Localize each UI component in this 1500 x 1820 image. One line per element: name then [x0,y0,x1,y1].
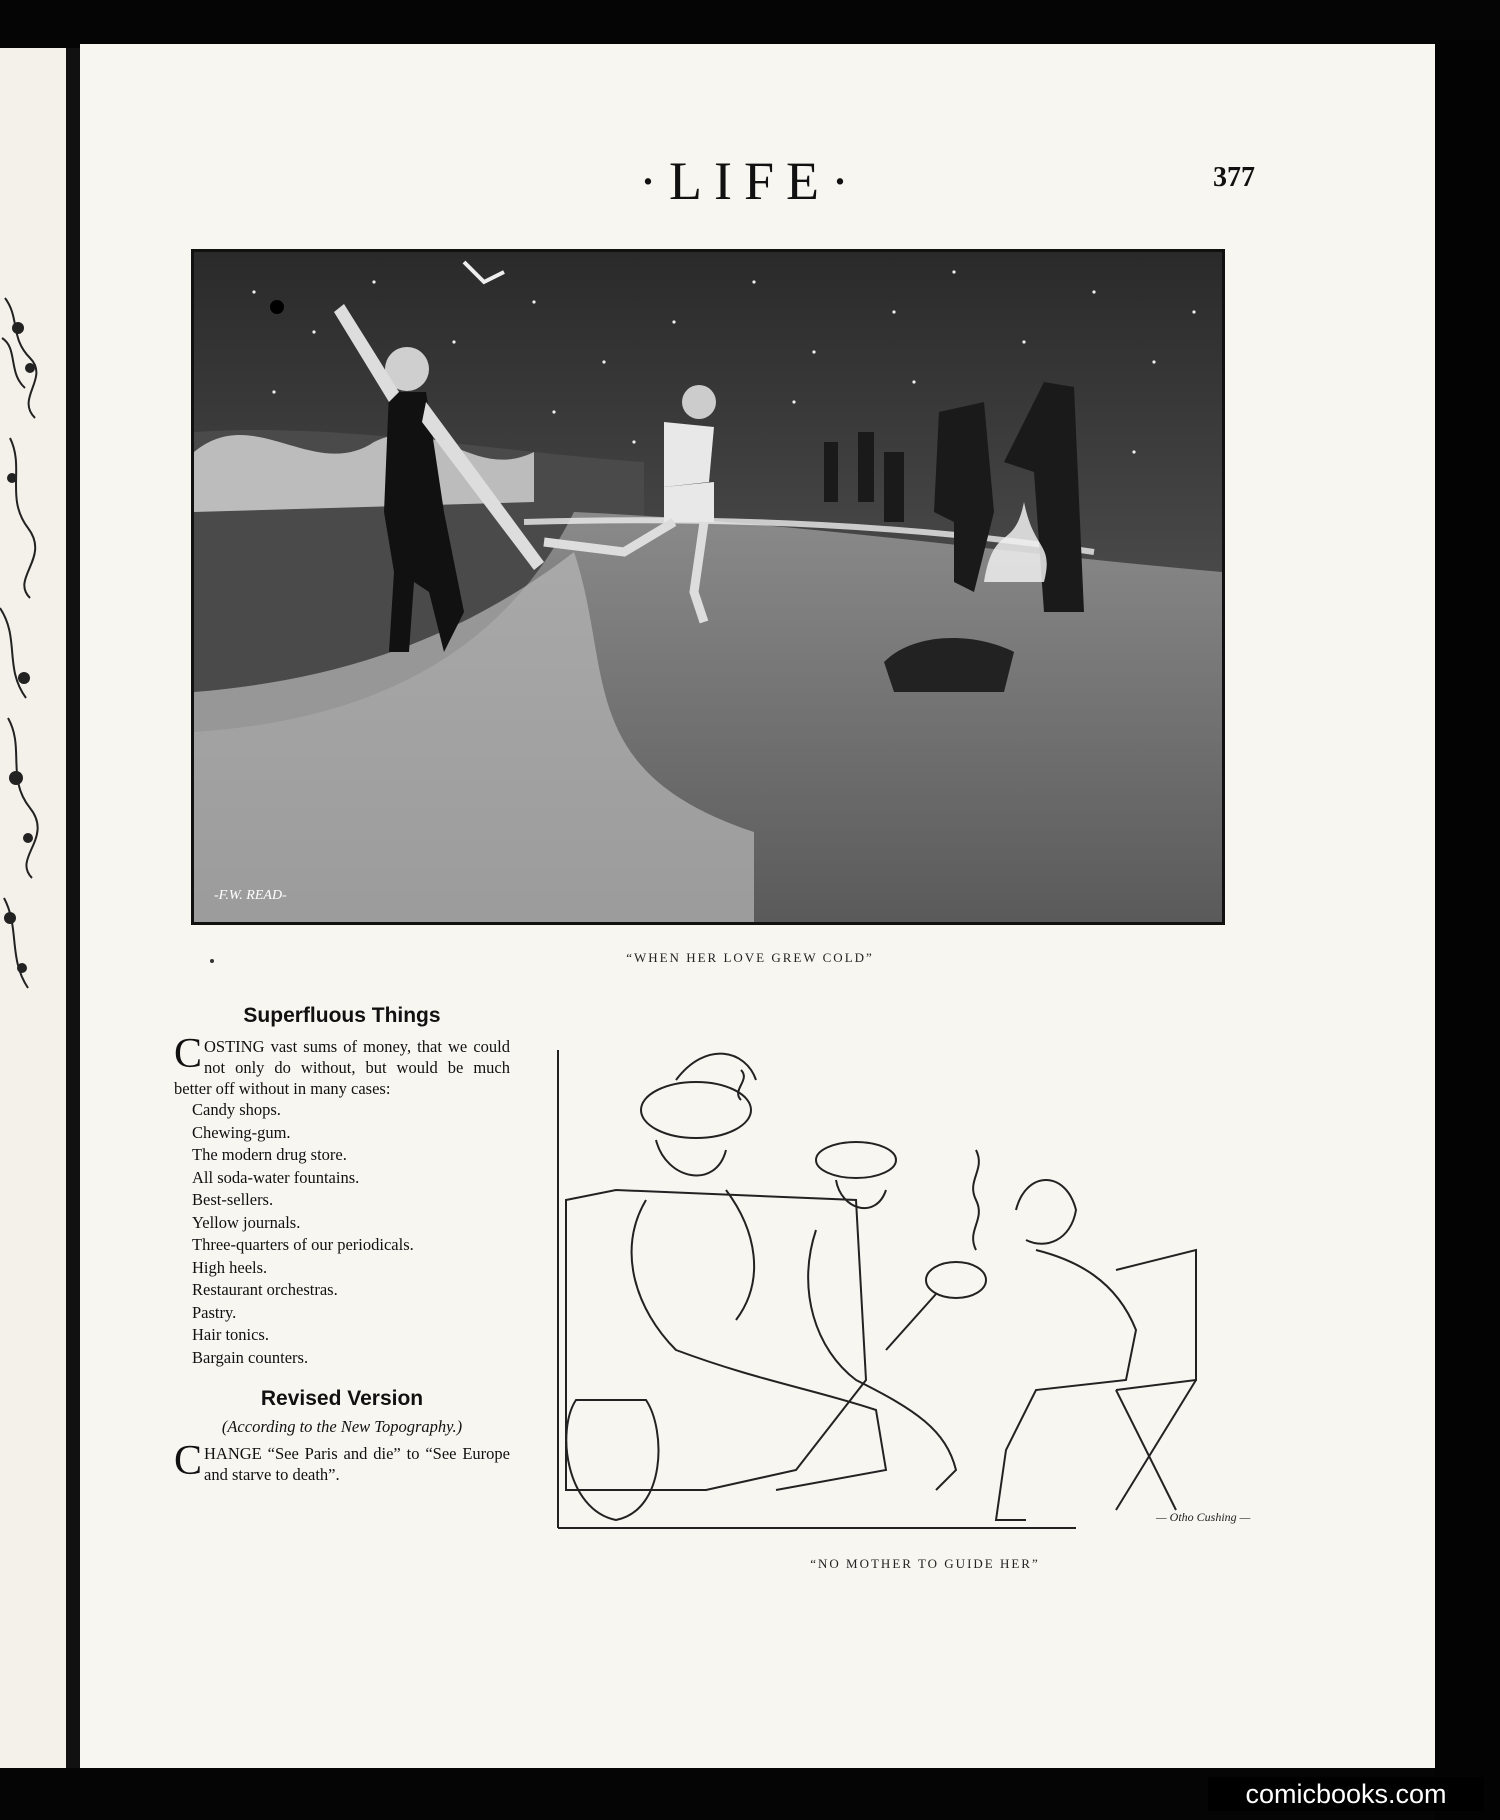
watermark: comicbooks.com [1208,1777,1484,1811]
list-item: Restaurant orchestras. [192,1280,338,1299]
list-item: Candy shops. [192,1100,281,1119]
article-2-dropcap: C [174,1438,203,1484]
scan-right-edge [1435,40,1500,1820]
illustration-seated-figures [556,1050,1318,1530]
article-1-intro-text: OSTING vast sums of money, that we could not only do without, but would be much better off without in many cases: [174,1037,510,1098]
article-1-dropcap: C [174,1031,203,1077]
article-2-subtitle: (According to the New Topography.) [221,1417,463,1436]
seated-figures-drawing [556,1050,1318,1530]
illustration-2-caption: “NO MOTHER TO GUIDE HER” [810,1556,1040,1571]
superfluous-list [192,1099,510,1369]
article-1-title: Superfluous Things [243,1004,441,1027]
list-item: Yellow journals. [192,1212,301,1232]
article-column [174,1004,510,1485]
list-item: Bargain counters. [192,1347,309,1367]
list-item: Pastry. [192,1302,237,1322]
article-2-body-text: HANGE “See Paris and die” to “See Europe and starve to death”. [204,1444,510,1484]
list-item: Best-sellers. [192,1190,274,1209]
illustration-2-signature: — Otho Cushing — [1156,1510,1251,1524]
illustration-1-signature: -F.W. READ- [214,888,287,903]
masthead: ·LIFE· [639,151,861,211]
book-gutter [66,48,80,1768]
print-speck [210,959,214,963]
list-item: Chewing-gum. [192,1122,291,1142]
list-item: Three-quarters of our periodicals. [192,1235,414,1254]
illustration-beach-scene [191,249,1225,925]
list-item: All soda-water fountains. [192,1167,360,1187]
previous-page-edge [0,48,66,1768]
list-item: High heels. [192,1257,268,1277]
beach-scene-drawing [194,252,1222,922]
article-2-body [174,1438,510,1485]
illustration-1-caption: “WHEN HER LOVE GREW COLD” [626,950,874,965]
previous-page-drawing [0,278,60,998]
list-item: The modern drug store. [192,1145,347,1164]
article-1-intro [174,1031,510,1099]
list-item: Hair tonics. [192,1325,269,1344]
page-number: 377 [1213,162,1255,193]
article-2-title: Revised Version [260,1387,424,1410]
